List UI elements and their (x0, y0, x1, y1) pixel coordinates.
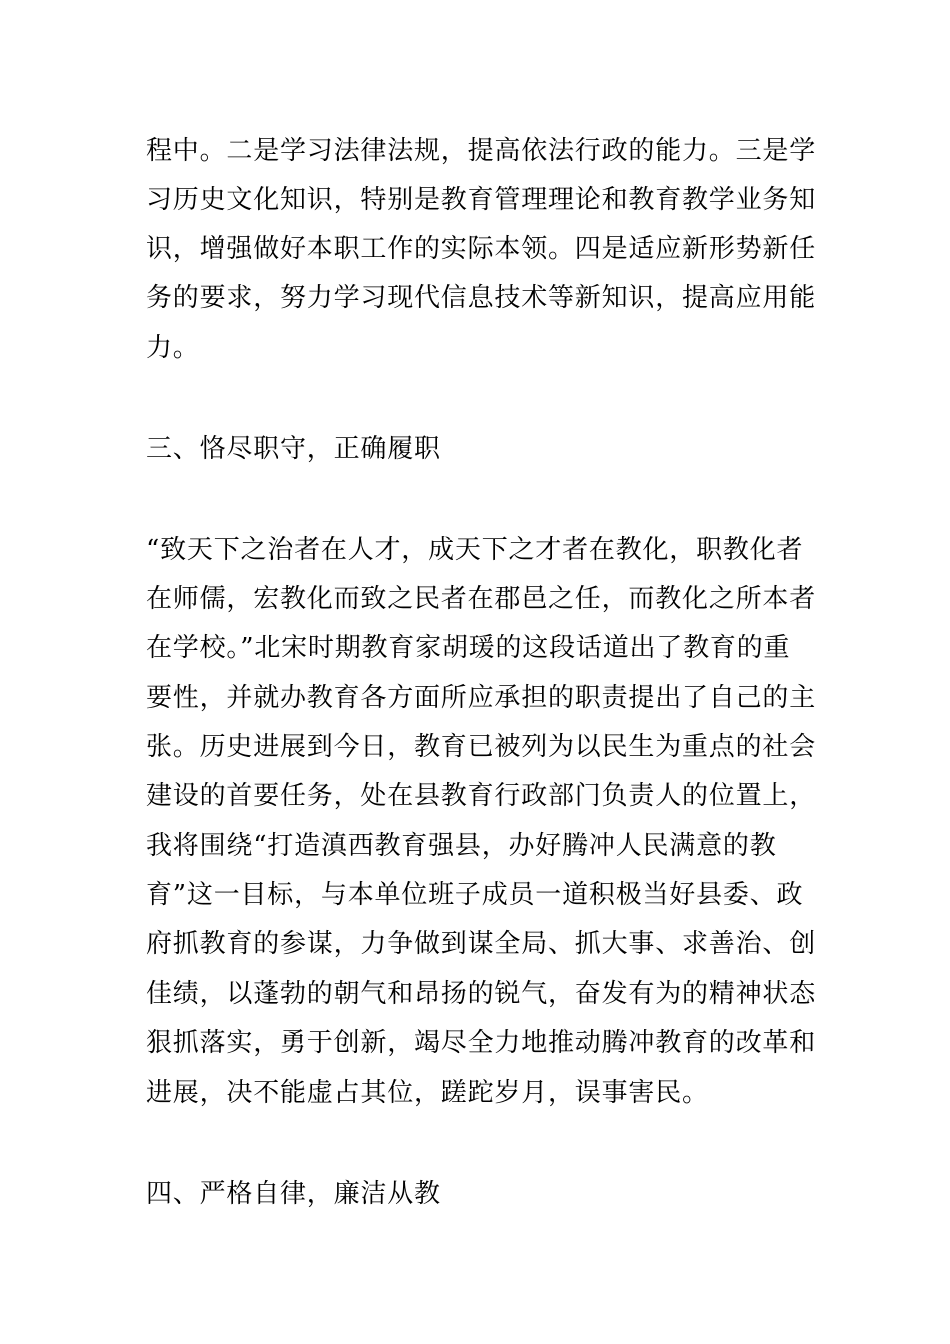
paragraph-1-line-2: 习历史文化知识，特别是教育管理理论和教育教学业务知 (146, 185, 817, 215)
paragraph-2-line-1: “致天下之治者在人才，成天下之才者在教化，职教化者 (146, 535, 804, 565)
paragraph-2-line-6: 建设的首要任务，处在县教育行政部门负责人的位置上， (146, 781, 817, 811)
paragraph-2-line-4: 要性，并就办教育各方面所应承担的职责提出了自己的主 (146, 683, 817, 713)
paragraph-1-line-3: 识，增强做好本职工作的实际本领。四是适应新形势新任 (146, 234, 817, 264)
paragraph-1-line-5: 力。 (146, 333, 200, 363)
paragraph-2-line-11: 狠抓落实，勇于创新，竭尽全力地推动腾冲教育的改革和 (146, 1028, 817, 1058)
paragraph-2-line-12: 进展，决不能虚占其位，蹉跎岁月，误事害民。 (146, 1078, 709, 1108)
paragraph-2-line-5: 张。历史进展到今日，教育已被列为以民生为重点的社会 (146, 732, 817, 762)
paragraph-1-line-1: 程中。二是学习法律法规，提高依法行政的能力。三是学 (146, 136, 817, 166)
paragraph-1-line-4: 务的要求，努力学习现代信息技术等新知识，提高应用能 (146, 283, 817, 313)
paragraph-2-line-3: 在学校。”北宋时期教育家胡瑗的这段话道出了教育的重 (146, 633, 791, 663)
paragraph-2-line-7: 我将围绕“打造滇西教育强县，办好腾冲人民满意的教 (146, 831, 777, 861)
paragraph-2-line-8: 育”这一目标，与本单位班子成员一道积极当好县委、政 (146, 880, 804, 910)
section-heading-4: 四、严格自律，廉洁从教 (146, 1179, 441, 1209)
paragraph-2-line-9: 府抓教育的参谋，力争做到谋全局、抓大事、求善治、创 (146, 929, 817, 959)
paragraph-2-line-2: 在师儒，宏教化而致之民者在郡邑之任，而教化之所本者 (146, 584, 817, 614)
section-heading-3: 三、恪尽职守，正确履职 (146, 434, 441, 464)
paragraph-2-line-10: 佳绩，以蓬勃的朝气和昂扬的锐气，奋发有为的精神状态 (146, 979, 817, 1009)
